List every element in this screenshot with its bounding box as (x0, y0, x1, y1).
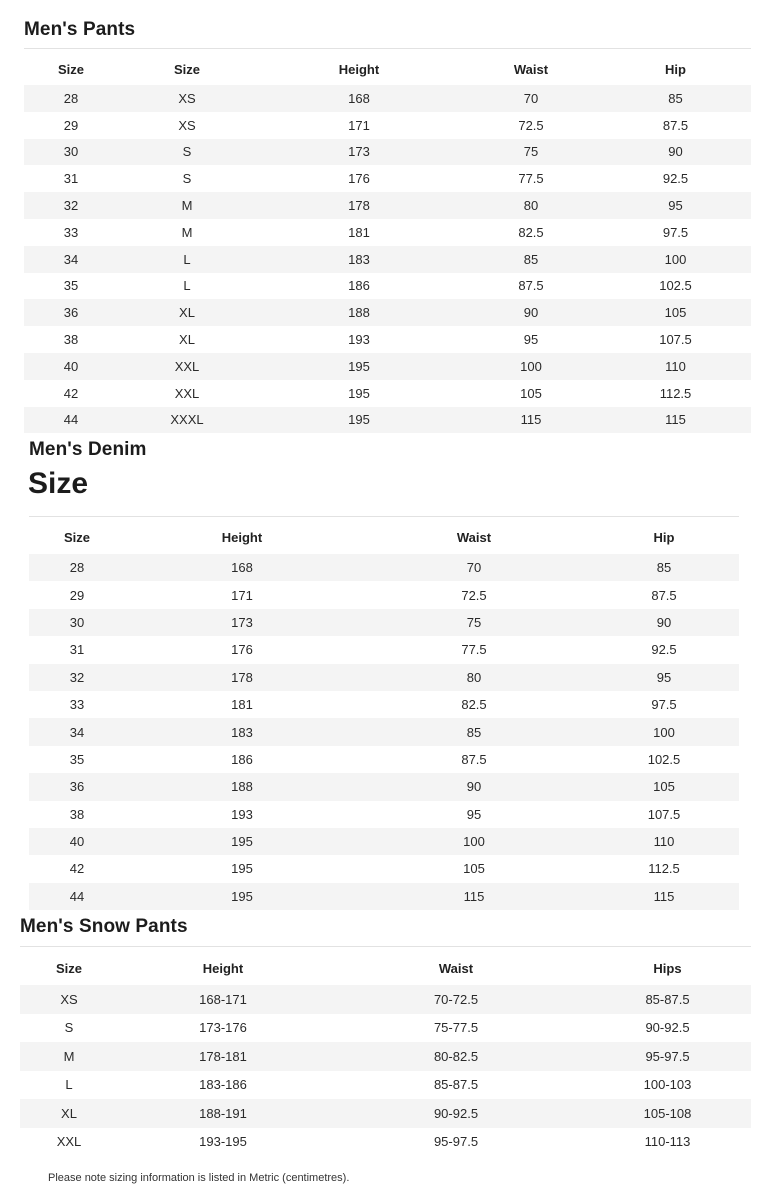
denim-row (29, 883, 739, 910)
snow-cell: 173-176 (199, 1020, 247, 1036)
denim-cell: 87.5 (461, 751, 487, 767)
pants-row (24, 192, 751, 219)
denim-row (29, 581, 739, 608)
denim-cell: 34 (29, 718, 125, 745)
denim-cell: 35 (69, 751, 85, 767)
pants-cell: 90 (462, 299, 600, 326)
denim-cell: 107.5 (647, 806, 681, 822)
snow-header-height: Height (202, 960, 244, 976)
denim-cell: 90 (359, 773, 589, 800)
snow-header-row (20, 951, 751, 985)
denim-cell: 178 (125, 664, 359, 691)
denim-cell: 87.5 (651, 587, 677, 603)
pants-cell: 95 (600, 192, 751, 219)
denim-row (29, 664, 739, 691)
denim-cell: 193 (231, 806, 253, 822)
snow-cell: XL (20, 1099, 118, 1128)
pants-row (24, 112, 751, 139)
snow-row (20, 1042, 751, 1071)
pants-cell: 29 (63, 117, 79, 133)
pants-cell: XS (118, 85, 256, 112)
pants-cell: XL (179, 332, 195, 348)
snow-header-hips: Hips (653, 960, 682, 976)
pants-cell: S (182, 171, 192, 187)
pants-cell: 195 (348, 385, 370, 401)
snow-cell: 178-181 (118, 1042, 328, 1071)
snow-cell: L (65, 1077, 73, 1093)
pants-cell: 92.5 (662, 171, 689, 187)
pants-header-height: Height (338, 61, 380, 77)
pants-cell: 30 (24, 139, 118, 166)
denim-cell: 38 (69, 806, 85, 822)
denim-row (29, 746, 739, 773)
denim-cell: 181 (231, 697, 253, 713)
denim-table (29, 521, 739, 910)
pants-header-hip: Hip (665, 61, 686, 77)
pants-cell: M (181, 224, 193, 240)
pants-cell: 80 (462, 192, 600, 219)
pants-cell: 36 (24, 299, 118, 326)
pants-row (24, 299, 751, 326)
snow-cell: 85-87.5 (433, 1077, 479, 1093)
denim-subtitle: Size (28, 467, 89, 500)
metric-note: Please note sizing information is listed in Metric (centimetres). (48, 1172, 350, 1184)
denim-cell: 173 (125, 609, 359, 636)
snow-row (20, 1128, 751, 1157)
pants-cell: M (118, 192, 256, 219)
snow-header-size: Size (55, 960, 82, 976)
denim-header-hip: Hip (653, 530, 675, 545)
denim-title: Men's Denim (29, 439, 147, 460)
pants-cell: 87.5 (518, 278, 544, 294)
snow-cell: 100-103 (643, 1077, 692, 1093)
snow-cell: 70-72.5 (328, 985, 584, 1014)
pants-cell: 193 (348, 332, 370, 348)
pants-cell: XS (178, 117, 196, 133)
snow-cell: 188-191 (118, 1099, 328, 1128)
pants-cell: 183 (256, 246, 462, 273)
denim-cell: 40 (29, 828, 125, 855)
pants-header-size: Size (57, 61, 84, 77)
denim-cell: 195 (125, 883, 359, 910)
denim-cell: 186 (231, 751, 253, 767)
pants-cell: 38 (63, 332, 79, 348)
denim-cell: 36 (29, 773, 125, 800)
denim-cell: 82.5 (461, 697, 487, 713)
pants-row (24, 380, 751, 407)
snow-cell: 183-186 (199, 1077, 247, 1093)
pants-cell: 181 (348, 224, 370, 240)
pants-table-body (24, 85, 751, 433)
denim-row (29, 636, 739, 663)
denim-cell: 95 (466, 806, 482, 822)
denim-row (29, 828, 739, 855)
snow-table (20, 951, 751, 1156)
pants-row (24, 219, 751, 246)
pants-cell: L (118, 246, 256, 273)
pants-cell: 77.5 (518, 171, 544, 187)
pants-cell: XXXL (118, 407, 256, 434)
denim-cell: 42 (69, 861, 85, 877)
denim-cell: 31 (69, 642, 85, 658)
snow-cell: 95-97.5 (584, 1042, 751, 1071)
pants-cell: 95 (523, 332, 539, 348)
snow-cell: 105-108 (584, 1099, 751, 1128)
denim-cell: 92.5 (651, 642, 677, 658)
snow-row (20, 985, 751, 1014)
denim-header-height: Height (221, 530, 263, 545)
denim-cell: 28 (29, 554, 125, 581)
snow-cell: XXL (56, 1134, 82, 1150)
pants-cell: XXL (118, 353, 256, 380)
pants-header-waist: Waist (513, 61, 549, 77)
denim-cell: 77.5 (461, 642, 487, 658)
denim-row (29, 801, 739, 828)
denim-cell: 72.5 (461, 587, 487, 603)
pants-cell: XL (118, 299, 256, 326)
pants-cell: 173 (256, 139, 462, 166)
pants-cell: 32 (24, 192, 118, 219)
snow-cell: 168-171 (118, 985, 328, 1014)
denim-cell: 115 (359, 883, 589, 910)
denim-cell: 85 (359, 718, 589, 745)
denim-row (29, 855, 739, 882)
denim-cell: 183 (125, 718, 359, 745)
pants-cell: 110 (600, 353, 751, 380)
pants-cell: S (118, 139, 256, 166)
denim-cell: 32 (29, 664, 125, 691)
pants-cell: 70 (462, 85, 600, 112)
pants-cell: 115 (600, 407, 751, 434)
denim-header-size: Size (63, 530, 90, 545)
snow-table-body (20, 985, 751, 1156)
snow-cell: M (20, 1042, 118, 1071)
pants-cell: 115 (462, 407, 600, 434)
pants-cell: L (183, 278, 191, 294)
pants-cell: 85 (600, 85, 751, 112)
pants-cell: 102.5 (659, 278, 692, 294)
denim-cell: 100 (359, 828, 589, 855)
snow-cell: 193-195 (199, 1134, 247, 1150)
pants-cell: 105 (520, 385, 542, 401)
denim-header-row (29, 521, 739, 554)
pants-cell: 85 (462, 246, 600, 273)
pants-cell: 107.5 (659, 332, 692, 348)
snow-title: Men's Snow Pants (20, 916, 188, 937)
denim-cell: 75 (359, 609, 589, 636)
snow-cell: 75-77.5 (433, 1020, 479, 1036)
denim-cell: 195 (125, 828, 359, 855)
denim-cell: 70 (359, 554, 589, 581)
pants-cell: 171 (348, 117, 370, 133)
pants-cell: 35 (63, 278, 79, 294)
denim-table-body (29, 554, 739, 910)
denim-cell: 30 (29, 609, 125, 636)
denim-cell: 85 (589, 554, 739, 581)
pants-row (24, 273, 751, 300)
pants-cell: 176 (348, 171, 370, 187)
pants-row (24, 326, 751, 353)
pants-cell: 97.5 (662, 224, 689, 240)
denim-row (29, 609, 739, 636)
pants-cell: 75 (462, 139, 600, 166)
pants-cell: 195 (256, 353, 462, 380)
pants-cell: 168 (256, 85, 462, 112)
denim-cell: 112.5 (648, 861, 680, 877)
pants-cell: 100 (600, 246, 751, 273)
pants-cell: 112.5 (659, 385, 692, 401)
pants-table (24, 53, 751, 433)
snow-cell: 90-92.5 (328, 1099, 584, 1128)
pants-header-size-letter: Size (173, 61, 200, 77)
pants-cell: 100 (462, 353, 600, 380)
denim-cell: 171 (231, 587, 253, 603)
pants-cell: 42 (63, 385, 79, 401)
snow-cell: 95-97.5 (433, 1134, 479, 1150)
denim-header-waist: Waist (456, 530, 492, 545)
snow-cell: S (64, 1020, 74, 1036)
denim-cell: 29 (69, 587, 85, 603)
denim-row (29, 718, 739, 745)
pants-cell: 90 (600, 139, 751, 166)
snow-cell: 110-113 (644, 1134, 691, 1150)
snow-row (20, 1014, 751, 1043)
pants-cell: 31 (63, 171, 79, 187)
pants-row (24, 407, 751, 434)
denim-row (29, 554, 739, 581)
denim-cell: 115 (589, 883, 739, 910)
snow-cell: XS (20, 985, 118, 1014)
pants-row (24, 246, 751, 273)
denim-cell: 110 (589, 828, 739, 855)
pants-row (24, 85, 751, 112)
pants-cell: 105 (600, 299, 751, 326)
denim-cell: 95 (589, 664, 739, 691)
pants-divider (24, 48, 751, 49)
snow-divider (20, 946, 751, 947)
pants-cell: 40 (24, 353, 118, 380)
denim-cell: 188 (125, 773, 359, 800)
denim-cell: 44 (29, 883, 125, 910)
snow-cell: 90-92.5 (645, 1020, 690, 1036)
snow-cell: 80-82.5 (328, 1042, 584, 1071)
denim-divider (29, 516, 739, 517)
pants-cell: 33 (63, 224, 79, 240)
denim-cell: 90 (589, 609, 739, 636)
snow-row (20, 1099, 751, 1128)
denim-cell: 195 (231, 861, 253, 877)
snow-cell: 85-87.5 (584, 985, 751, 1014)
pants-cell: 28 (24, 85, 118, 112)
denim-cell: 97.5 (651, 697, 677, 713)
pants-cell: 87.5 (662, 117, 689, 133)
denim-row (29, 691, 739, 718)
pants-cell: XXL (174, 385, 200, 401)
denim-cell: 100 (589, 718, 739, 745)
denim-cell: 102.5 (647, 751, 681, 767)
denim-cell: 168 (125, 554, 359, 581)
pants-cell: 72.5 (518, 117, 544, 133)
pants-cell: 82.5 (518, 224, 544, 240)
snow-header-waist: Waist (438, 960, 474, 976)
denim-cell: 33 (69, 697, 85, 713)
pants-cell: 44 (24, 407, 118, 434)
pants-cell: 195 (256, 407, 462, 434)
denim-cell: 105 (463, 861, 485, 877)
pants-row (24, 353, 751, 380)
pants-cell: 186 (348, 278, 370, 294)
denim-cell: 80 (359, 664, 589, 691)
denim-cell: 105 (589, 773, 739, 800)
pants-header-row (24, 53, 751, 85)
denim-row (29, 773, 739, 800)
denim-cell: 176 (231, 642, 253, 658)
pants-cell: 34 (24, 246, 118, 273)
pants-title: Men's Pants (24, 19, 136, 40)
pants-cell: 188 (256, 299, 462, 326)
pants-row (24, 139, 751, 166)
pants-cell: 178 (256, 192, 462, 219)
snow-row (20, 1071, 751, 1100)
pants-row (24, 165, 751, 192)
